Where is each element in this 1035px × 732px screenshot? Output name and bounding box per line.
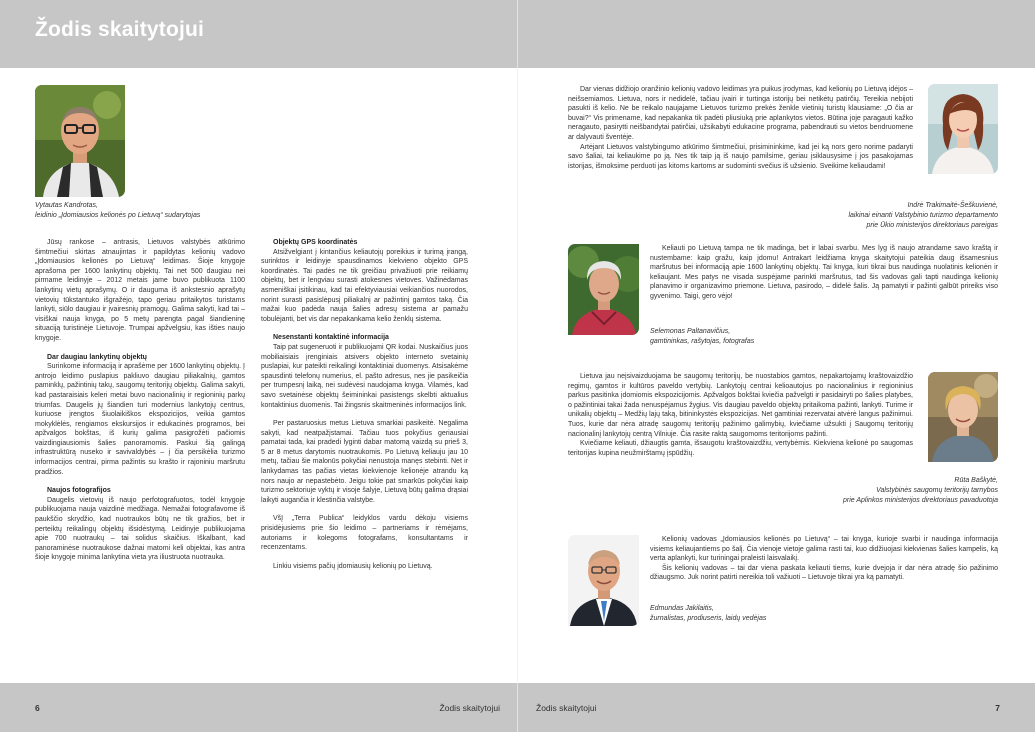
body-paragraph: VšĮ „Terra Publica“ leidyklos vardu dėkoju visiems prisidėjusiems prie šio leidimo – partneriams ir rėmėjams, autoriams ir kolegoms fotografams, konsultantams ir recenzentams.	[261, 515, 468, 552]
page-spine	[517, 683, 518, 732]
foreword-block-4	[650, 535, 998, 592]
portrait-paltanavicius	[568, 244, 639, 335]
foreword-text: Kviečiame keliauti, džiaugtis gamta, išsaugotu kraštovaizdžiu, vertybėmis. Kiekviena kelionė po saugomas teritorijas kupina neužmirštamų įspūdžių.	[568, 440, 913, 457]
signature-role: laikinai einanti Valstybinio turizmo departamento	[848, 212, 998, 219]
foreword-text: Kelionių vadovas „Įdomiausios kelionės po Lietuvą“ – tai knyga, kurioje svarbi ir naudinga informacija visiems keliaujantiems po šalį. Čia vienoje vietoje galima rasti tai, kuo didžiuojasi kiekvienas šalies kampelis, ką verta aplankyti, kur turiningai praleisti laisvalaikį.	[650, 536, 998, 563]
signature-role: prie Aplinkos ministerijos direktoriaus pavaduotoja	[843, 497, 998, 504]
foreword-block-2	[650, 244, 998, 311]
foreword-text: Lietuva jau neįsivaizduojama be saugomų teritorijų, be nuostabios gamtos, nepakartojamų kraštovaizdžio regimų, gamtos ir kultūros paveldo vertybių. Lankytojų centrai kelioautojus po nacionalinius ir regioninius parkus pasitinka įdomiomis ekspozicijomis. Apžvalgos bokštai kviečia pažvelgti ir pasidairyti po šalies platybes, o pažintiniai takai žada nenuspėjamus žygius. Vis daugiau paveldo objektų pritaikoma pažinti, lankyti. Turime ir unikalių objektų – Medžių lajų taką, bitininkystės ekspozicijas. Net gamtiniai rezervatai atvėrė langus pažinimui. Tuos, kurie dar nėra atradę saugomų teritorijų pažinimo galimybių, kviečiame užsukti į Saugomų teritorijų nacionalinį lankytojų centrą Vilniuje. Čia rasite raktą saugomoms teritorijoms pažinti.	[568, 373, 913, 438]
running-title-left: Žodis skaitytojui	[439, 703, 500, 713]
section-paragraph: Atsižvelgiant į kintančius keliautojų poreikius ir turimą įrangą, surinktos ir leidinyje spausdinamos kiekvieno objekto GPS koordinatės. Tai padės ne tik greičiau privažiuoti prie reikiamų objektų, bet ir lengviau surasti atokesnes vietoves. Važinėdamas asmeniškai įsitikinau, kad tai efektyviausiai veikiančios nuorodos, norint surasti pasislėpusį piliakalnį ar pažintinį gamtos taką. Čia mažai kuo padėda nauja šalies adresų sistema ar pamažu tobulėjanti, bet vis dar nepakankama kelio ženklų sistema.	[261, 248, 468, 323]
page-title: Žodis skaitytojui	[35, 18, 205, 41]
author-photo	[35, 85, 125, 197]
signature-paltanavicius	[650, 327, 950, 347]
foreword-text: Dar vienas didžiojo oranžinio kelionių vadovo leidimas yra puikus įrodymas, kad kelionių po Lietuvą idėjos – neišsemiamos. Lietuva, nors ir nedidelė, tačiau įvairi ir turtinga istorijų bei netikėtų patirčių. Tereikia nebijoti pasukti iš kelio. Ne be reikalo naujajame Lietuvos turizmo prekės ženkle vietinių turistų klausiame: „O čia ar buvai?“ Vis primename, kad nepakanka tik padėti pliusiuką prie aplankytos vietos. Būtina joje paragauti kažko neragauto, pasirytti neišbandytai patirčiai, užsikabyti edukacine programa, pabendrauti su vietos bendruomene ar dalyvauti šventėje.	[568, 86, 913, 141]
section-heading: Naujos fotografijos	[47, 487, 111, 495]
foreword-text: Šis kelionių vadovas – tai dar viena paskata keliauti tiems, kurie dvejoja ir dar nėra atradę šio pažinimo džiaugsmo. Juk norint patirti nereikia toli važiuoti – Lietuvoje tikrai yra ką pamatyti.	[650, 564, 998, 582]
section-heading: Nesenstanti kontaktinė informacija	[273, 334, 389, 342]
page-number-left: 6	[35, 703, 40, 713]
section-heading: Objektų GPS koordinatės	[273, 239, 358, 246]
author-role: leidinio „Įdomiausios kelionės po Lietuvą“ sudarytojas	[35, 212, 201, 219]
section-paragraph: Surinkome informaciją ir aprašėme per 1600 lankytinų objektų. Į antrojo leidimo puslapius pakliuvo daugiau piliakalnių, gamtos paminklų, pažintinių takų, saugomų teritorijų objektų. Galima sakyti, kad pastaraisiais keleri metai buvo nacionalinių ir regioninių parkų triumfas. Daugelis jų šiandien turi modernius lankytojų centrus, kuriuose įrengtos šiuolaikiškos ekspozicijos, veikia gamtos mokyklėlės, rengiamos ekskursijos ir edukacinės programos, bei apžvalgos bokštas, iš kurių galima pasigrožėti pačiomis vaizdingiausiomis šalies panoramomis. Paskui šią galingą infrastruktūrą nuseko ir savivaldybės – į čia persikėlia turizmo informacijos centrai, pirma pažintis su krašto ir rajoniniu maršrutu pradžios.	[35, 363, 245, 476]
foreword-text: Keliauti po Lietuvą tampa ne tik madinga, bet ir labai svarbu. Mes lyg iš naujo atrandame savo kraštą ir nustembame: kaip gražu, kaip įdomu! Antrakart leidžiama knyga skaitytojui pateikia daug išsamesnius maršrutus bei informaciją apie 1600 lankytinų objektų. Tai knyga, kuri tikrai bus naudinga nuolatinis kelionėn ir keliaujant. Mes patys ne visada suspėjame parinkti maršrutus, tad šis vadovas gali tapti naudinga kelionių planavimo ir organizavimo priemone. Lietuva, pasirodo, – didelė šalis. Ją pamatyti ir pažinti galbūt prireiks viso gyvenimo. Taigi, gero vėjo!	[650, 245, 998, 300]
foreword-text: Artėjant Lietuvos valstybingumo atkūrimo šimtmečiui, prisimininkime, kad jei ką nors gero norime padaryti savo šaliai, tai keliaukime po ją. Nes tik taip ją iš naujo pamilsime, geriau įsiklausysime į jos pasakojamas istorijas, išmoksime perduoti jas kitoms kartoms ar sudominti svečius iš užsienio. Sveikime keliaudami!	[568, 143, 913, 170]
portrait-jakilaitis	[568, 535, 639, 626]
page-spine	[517, 68, 518, 683]
portrait-trakimaite	[928, 84, 998, 174]
foreword-block-3	[568, 372, 913, 467]
left-column-1	[35, 238, 245, 572]
signature-role: Valstybinės saugomų teritorijų tarnybos	[876, 487, 998, 494]
closing-paragraph: Linkiu visiems pačių įdomiausių kelionių po Lietuvą.	[273, 562, 433, 570]
section-paragraph: Daugelis vietovių iš naujo perfotografuotos, todėl knygoje publikuojama nauja vaizdinė medžiaga. Nemažai fotografavome iš paukščio skrydžio, kad nuotraukos būtų ne tik gražios, bet ir perteiktų reikalingų objektų išsidėstymą. Leidinyje publikuojama apie 700 nuotraukų – tai solidus skaičius. Iškalbant, kad panoraminėse nuotraukose dažnai matomi keli objektai, kas antra šioje knygoje minima lankytina vieta yra iliustruota nuotrauka.	[35, 496, 245, 562]
signature-trakimaite	[620, 201, 998, 231]
author-caption	[35, 201, 265, 221]
intro-paragraph: Jūsų rankose – antrasis, Lietuvos valstybės atkūrimo šimtmečiui skirtas atnaujintas ir papildytas kelionių vadovo „Įdomiausios kelionės po Lietuvą“ leidimas. Šioje knygoje aprašoma per 1600 lankytinų objektų. Tai net 500 daugiau nei pirmame leidinyje – 2012 metais jame buvo publikuota 1100 lankytinų vietų aprašymų. O ir dauguma iš ankstesnio aprašytų vietovių tūkstantuko išgražėjo, tapo geriau pritaikytos turistams lankyti, siūlo daugiau ir įvairesnių pramogų. Galima sakyti, kad tai – visiškai nauja knyga, po 5 metų parengta pagal šiandieninę situaciją turistinėje Lietuvoje. Trumpai apžvelgsiu, kas išties naujo knygoje.	[35, 239, 245, 342]
page-number-right: 7	[995, 703, 1000, 713]
signature-role: žurnalistas, prodiuseris, laidų vedėjas	[650, 615, 767, 622]
signature-role: prie Ūkio ministerijos direktoriaus pareigas	[866, 222, 998, 229]
left-column-2	[261, 238, 468, 580]
section-paragraph: Taip pat sugeneruoti ir publikuojami QR kodai. Nuskaičius juos mobiliaisiais įrenginiais atsivers objekto interneto svetainių puslapiai, kur pateikti reikalingi kontaktiniai duomenys. Atsisakėme spausdinti telefonų numerius, el. pašto adresus, nes jie pasikeičia per trumpesnį laiką, nei sudėvėsi naudojama knyga. Vilamės, kad savo svetainėse objektų šeimininkai pasistengs skelbti aktualius kontaktinius duomenis. Tai žingsnis skaitmeninės informacijos link.	[261, 343, 468, 409]
foreword-block-1	[568, 85, 913, 180]
signature-jakilaitis	[650, 604, 950, 624]
portrait-baskyte	[928, 372, 998, 462]
signature-name: Selemonas Paltanavičius,	[650, 328, 731, 335]
signature-name: Edmundas Jakilaitis,	[650, 605, 714, 612]
signature-role: gamtininkas, rašytojas, fotografas	[650, 338, 755, 345]
body-paragraph: Per pastaruosius metus Lietuva smarkiai pasikeitė. Negalima sakyti, kad neatpažįstamai. Tačiau tuos pokyčius geriausiai pamatai tada, kai pradedi lyginti dabar matomą vaizdą su prieš 3, 5 ar 8 metus darytomis nuotraukomis. Po Lietuvą keliauju jau 10 metų, tačiau šie malonūs pokyčiai nenustoja manęs stebinti. Net ir lankydamas tas pačias vietas kiekvienoje kelionėje atrandu ką nors naujo ar nepastebėto. Jeigu tokie pat smarkūs pokyčiai kaip turizmo sektoriuje vyktų ir visoje šalyje, Lietuvą būtų galima drąsiai laikyti augančia ir klestinčia valstybe.	[261, 420, 468, 504]
running-title-right: Žodis skaitytojui	[536, 703, 597, 713]
signature-name: Rūta Baškytė,	[954, 477, 998, 484]
section-heading: Dar daugiau lankytinų objektų	[47, 353, 147, 361]
signature-name: Indrė Trakimaitė-Šeškuvienė,	[907, 202, 998, 209]
page-spine	[517, 0, 518, 68]
author-name: Vytautas Kandrotas,	[35, 202, 98, 209]
signature-baskyte	[620, 476, 998, 506]
